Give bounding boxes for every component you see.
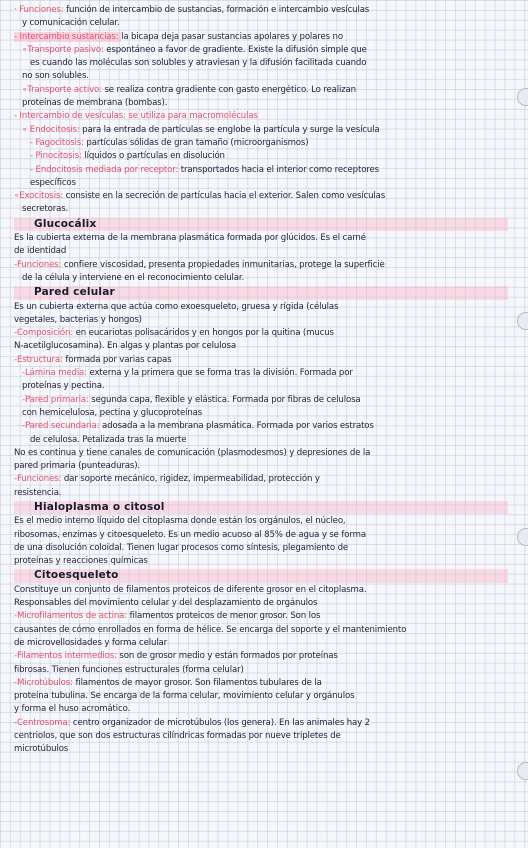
definition-text: dar soporte mecánico, rigidez, impermeabilidad, protección y bbox=[61, 474, 320, 485]
definition-text: filamentos proteicos de menor grosor. Son los bbox=[127, 611, 321, 622]
definition-text: confiere viscosidad, presenta propiedades inmunitarias, protege la superficie bbox=[61, 259, 385, 270]
heading-text: Pared celular bbox=[34, 286, 115, 299]
defined-term: -Pared primaria: bbox=[22, 394, 89, 405]
defined-term: -Pared secundaria: bbox=[22, 421, 100, 432]
note-line bbox=[14, 44, 508, 57]
section-heading-glucocalix bbox=[14, 218, 508, 231]
note-line: Constituye un conjunto de filamentos proteicos de diferente grosor en el citoplasma. bbox=[14, 584, 367, 595]
note-line: y comunicación celular. bbox=[22, 18, 120, 29]
section-heading-citoesqueleto bbox=[14, 569, 508, 582]
note-line: pared primaria (punteaduras). bbox=[14, 461, 141, 472]
defined-term: ∘Transporte pasivo: bbox=[22, 44, 104, 55]
note-line bbox=[14, 137, 508, 150]
defined-term: -Funciones: bbox=[14, 474, 62, 485]
defined-term: -Lámina media: bbox=[22, 368, 87, 379]
note-line: no son solubles. bbox=[22, 71, 89, 82]
note-line bbox=[14, 420, 508, 433]
heading-text: Citoesqueleto bbox=[34, 569, 119, 582]
note-line bbox=[14, 124, 508, 137]
note-line: N-acetilglucosamina). En algas y plantas por celulosa bbox=[14, 341, 236, 352]
note-line: con hemicelulosa, pectina y glucoproteínas bbox=[22, 407, 203, 418]
defined-term: -Funciones: bbox=[14, 259, 62, 270]
note-line: específicos bbox=[30, 177, 76, 188]
handwritten-notes bbox=[14, 4, 508, 757]
defined-term: · Funciones: bbox=[14, 5, 64, 15]
note-line: resistencia. bbox=[14, 487, 62, 498]
note-line bbox=[14, 394, 508, 407]
note-line: Es un cubierta externa que actúa como exoesqueleto, gruesa y rígida (células bbox=[14, 301, 339, 312]
note-line bbox=[14, 84, 508, 97]
note-line bbox=[14, 190, 508, 203]
note-line: secretoras. bbox=[22, 204, 69, 215]
section-heading-hialoplasma bbox=[14, 501, 508, 514]
binder-hole bbox=[517, 528, 528, 546]
definition-text: adosada a la membrana plasmática. Formada por varios estratos bbox=[99, 421, 374, 432]
note-line: Responsables del movimiento celular y del desplazamiento de orgánulos bbox=[14, 598, 318, 609]
note-line: de una disolución coloidal. Tienen lugar procesos como síntesis, plegamiento de bbox=[14, 542, 349, 553]
note-line: ribosomas, enzimas y citoesqueleto. Es un medio acuoso al 85% de agua y se forma bbox=[14, 529, 366, 540]
definition-text: consiste en la secreción de partículas hacia el exterior. Salen como vesículas bbox=[63, 191, 386, 202]
definition-text: centro organizador de microtúbulos (los genera). En las animales hay 2 bbox=[70, 717, 370, 728]
defined-term: -Microtúbulos: bbox=[14, 677, 73, 688]
note-line: centriolos, que son dos estructuras cilíndricas formadas por nueve tripletes de bbox=[14, 731, 341, 742]
note-line: proteína tubulina. Se encarga de la forma celular, movimiento celular y orgánulos bbox=[14, 691, 355, 702]
note-line bbox=[14, 259, 508, 272]
note-line bbox=[14, 354, 508, 367]
intercambio-text: la bicapa deja pasar sustancias apolares y polares no bbox=[121, 31, 343, 42]
binder-hole bbox=[517, 88, 528, 106]
definition-text: espontáneo a favor de gradiente. Existe la difusión simple que bbox=[103, 44, 367, 55]
defined-term: -Composición: bbox=[14, 328, 74, 339]
definition-text: se realiza contra gradiente con gasto energético. Lo realizan bbox=[101, 84, 356, 95]
definition-text: transportados hacia el interior como receptores bbox=[178, 164, 379, 175]
heading-text: Glucocálix bbox=[34, 217, 97, 230]
defined-term: - Pinocitosis: bbox=[30, 151, 82, 162]
note-line: de microvellosidades y forma celular bbox=[14, 637, 167, 648]
definition-text: formada por varias capas bbox=[62, 354, 172, 365]
heading-text: Hialoplasma o citosol bbox=[34, 500, 165, 513]
note-line bbox=[14, 473, 508, 486]
note-line: Es la cubierta externa de la membrana plasmática formada por glúcidos. Es el carné bbox=[14, 233, 366, 244]
note-line: proteínas de membrana (bombas). bbox=[22, 98, 168, 109]
binder-hole bbox=[517, 762, 528, 780]
definition-text: para la entrada de partículas se englobe la partícula y surge la vesícula bbox=[79, 124, 380, 135]
note-line: - Intercambio de vesículas: se utiliza para macromoléculas bbox=[14, 111, 258, 122]
note-line: es cuando las moléculas son solubles y atraviesan y la difusión facilitada cuando bbox=[30, 58, 367, 69]
note-line: de celulosa. Petalizada tras la muerte bbox=[30, 434, 187, 445]
defined-term: ∘ Endocitosis: bbox=[22, 124, 80, 135]
note-line: causantes de cómo enrollados en forma de hélice. Se encarga del soporte y el mantenimiento bbox=[14, 624, 407, 635]
definition-text: filamentos de mayor grosor. Son filamentos tubulares de la bbox=[72, 677, 322, 688]
note-line: vegetales, bacterias y hongos) bbox=[14, 314, 142, 325]
note-line: de identidad bbox=[14, 246, 67, 257]
defined-term: ∘Exocitosis: bbox=[14, 191, 64, 202]
note-line bbox=[14, 650, 508, 663]
note-line bbox=[14, 610, 508, 623]
note-line bbox=[14, 367, 508, 380]
note-line bbox=[14, 677, 508, 690]
definition-text: líquidos o partículas en disolución bbox=[81, 151, 225, 162]
note-line bbox=[14, 164, 508, 177]
definition-text: son de grosor medio y están formados por proteínas bbox=[116, 651, 338, 662]
note-line: Es el medio interno líquido del citoplasma donde están los orgánulos, el núcleo, bbox=[14, 516, 346, 527]
note-line: proteínas y pectina. bbox=[22, 381, 105, 392]
definition-text: función de intercambio de sustancias, formación e intercambio vesículas bbox=[63, 5, 370, 15]
intercambio-term: - Intercambio sustancias: bbox=[14, 31, 122, 42]
definition-text: externa y la primera que se forma tras la división. Formada por bbox=[86, 368, 353, 379]
binder-hole bbox=[517, 312, 528, 330]
section-heading-pared-celular bbox=[14, 286, 508, 299]
binder-holes bbox=[514, 0, 528, 848]
defined-term: -Estructura: bbox=[14, 354, 63, 365]
note-line: de la célula y interviene en el reconocimiento celular. bbox=[22, 272, 245, 283]
note-line bbox=[14, 717, 508, 730]
definition-text: en eucariotas polisacáridos y en hongos por la quitina (mucus bbox=[73, 328, 334, 339]
defined-term: -Microfilamentos de actina: bbox=[14, 611, 128, 622]
note-line: microtúbulos bbox=[14, 744, 69, 755]
defined-term: ∘Transporte activo: bbox=[22, 84, 102, 95]
note-line bbox=[14, 327, 508, 340]
note-line bbox=[14, 4, 508, 17]
note-line: fibrosas. Tienen funciones estructurales (forma celular) bbox=[14, 664, 244, 675]
note-line: proteínas y reacciones químicas bbox=[14, 556, 148, 567]
defined-term: -Centrosoma: bbox=[14, 717, 71, 728]
definition-text: segunda capa, flexible y elástica. Formada por fibras de celulosa bbox=[88, 394, 361, 405]
defined-term: - Endocitosis mediada por receptor: bbox=[30, 164, 179, 175]
definition-text: partículas sólidas de gran tamaño (microorganismos) bbox=[83, 137, 309, 148]
defined-term: -Filamentos intermedios: bbox=[14, 651, 117, 662]
note-line: y forma el huso acromático. bbox=[14, 704, 131, 715]
note-line: No es continua y tiene canales de comunicación (plasmodesmos) y depresiones de la bbox=[14, 447, 371, 458]
note-line bbox=[14, 31, 508, 44]
defined-term: - Fagocitosis: bbox=[30, 137, 84, 148]
note-line bbox=[14, 150, 508, 163]
